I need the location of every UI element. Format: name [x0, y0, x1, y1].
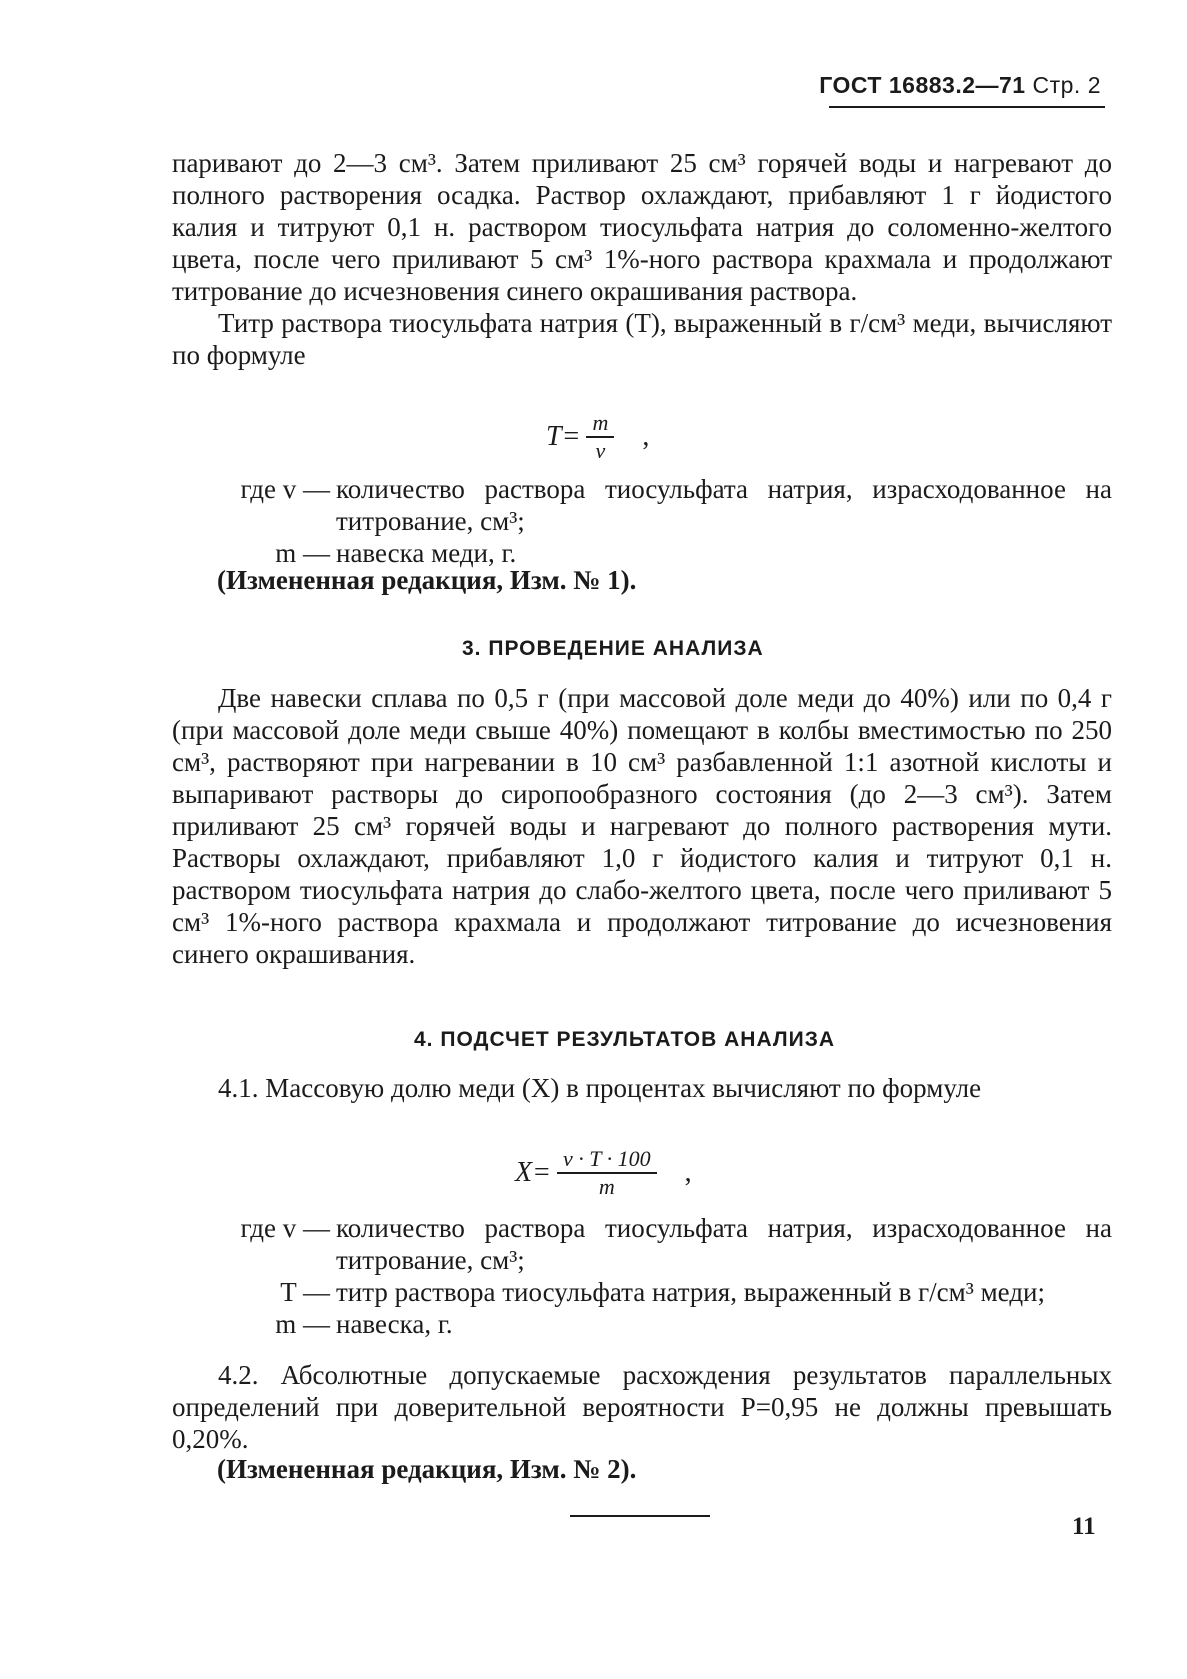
legend-desc: количество раствора тиосульфата натрия, израсходованное на титрование, см³;	[336, 1213, 1112, 1275]
formula-denominator: m	[598, 1174, 615, 1199]
formula-punct: ,	[642, 421, 650, 452]
formula-numerator: m	[586, 410, 614, 438]
page-label: Стр. 2	[1032, 72, 1101, 98]
legend-term: T —	[280, 1277, 330, 1307]
page-number: 11	[1072, 1513, 1096, 1540]
legend-row	[205, 1308, 1112, 1340]
formula-lhs: X=	[515, 1157, 551, 1188]
formula-mass-fraction	[515, 1146, 692, 1200]
formula-punct: ,	[684, 1157, 692, 1188]
formula-fraction	[557, 1146, 657, 1200]
paragraph-titration: паривают до 2—3 см³. Затем приливают 25 см³ горячей воды и нагревают до полного растворения осадка. Раствор охлаждают, прибавляют 1 г йодистого калия и титруют 0,1 н. раствором тиосульфата натрия до соломенно-желтого цвета, после чего приливают 5 см³ 1%-ного раствора крахмала и продолжают титрование до исчезновения синего окрашивания раствора.	[172, 148, 1112, 306]
legend-desc: количество раствора тиосульфата натрия, израсходованное на титрование, см³;	[336, 474, 1112, 536]
amendment-note-2: (Измененная редакция, Изм. № 2).	[217, 1454, 637, 1484]
section-4-body	[172, 1072, 1112, 1104]
section-4-title: 4. ПОДСЧЕТ РЕЗУЛЬТАТОВ АНАЛИЗА	[414, 1028, 836, 1051]
end-rule	[570, 1515, 710, 1517]
section-3-title: 3. ПРОВЕДЕНИЕ АНАЛИЗА	[462, 637, 764, 660]
formula-numerator: v · T · 100	[557, 1146, 657, 1174]
page-header	[819, 72, 1101, 99]
formula-titer	[546, 410, 649, 464]
section-3-body	[172, 682, 1112, 970]
header-rule	[829, 106, 1105, 108]
intro-block	[172, 147, 1112, 371]
section-4-2-body	[172, 1359, 1112, 1455]
legend-row	[205, 1212, 1112, 1276]
legend-term: m —	[275, 538, 330, 568]
paragraph-analysis: Две навески сплава по 0,5 г (при массовой доле меди до 40%) или по 0,4 г (при массовой доле меди свыше 40%) помещают в колбы вместимостью по 250 см³, растворяют при нагревании в 10 см³ разбавленной 1:1 азотной кислоты и выпаривают растворы до сиропообразного состояния (до 2—3 см³). Затем приливают 25 см³ горячей воды и нагревают до полного растворения мути. Растворы охлаждают, прибавляют 1,0 г йодистого калия и титруют 0,1 н. раствором тиосульфата натрия до слабо-желтого цвета, после чего приливают 5 см³ 1%-ного раствора крахмала и продолжают титрование до исчезновения синего окрашивания.	[172, 683, 1112, 969]
formula-fraction	[586, 410, 614, 464]
legend-term: m —	[275, 1309, 330, 1339]
legend-term: где v —	[240, 1213, 330, 1243]
paragraph-4-1: 4.1. Массовую долю меди (X) в процентах вычисляют по формуле	[218, 1073, 982, 1103]
formula-lhs: T=	[546, 421, 581, 452]
legend-desc: навеска, г.	[336, 1309, 453, 1339]
formula-denominator: v	[595, 438, 606, 463]
legend-desc: титр раствора тиосульфата натрия, выраженный в г/см³ меди;	[336, 1277, 1046, 1307]
paragraph-titer: Титр раствора тиосульфата натрия (T), выраженный в г/см³ меди, вычисляют по формуле	[172, 308, 1112, 370]
paragraph-4-2: 4.2. Абсолютные допускаемые расхождения результатов параллельных определений при доверительной вероятности P=0,95 не должны превышать 0,20%.	[172, 1360, 1112, 1454]
legend-row	[205, 473, 1112, 537]
legend-term: где v —	[240, 474, 330, 504]
legend-desc: навеска меди, г.	[336, 538, 517, 568]
standard-number: ГОСТ 16883.2—71	[819, 72, 1026, 98]
legend-mass-fraction	[205, 1212, 1112, 1340]
amendment-note-1: (Измененная редакция, Изм. № 1).	[217, 565, 637, 595]
legend-titer	[205, 473, 1112, 569]
legend-row	[205, 1276, 1112, 1308]
